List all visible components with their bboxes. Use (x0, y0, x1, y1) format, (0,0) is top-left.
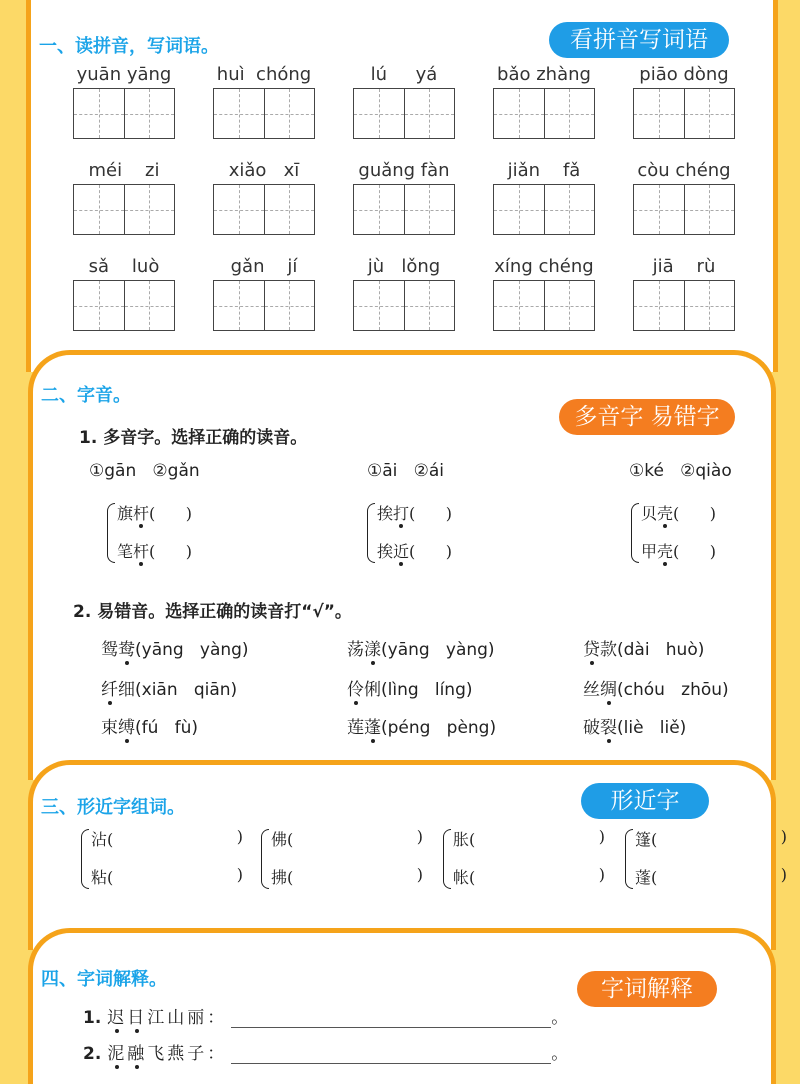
writing-boxes[interactable] (353, 184, 455, 235)
pinyin-item (213, 256, 315, 332)
similar-char-row[interactable] (635, 827, 795, 850)
similar-char-row[interactable] (271, 827, 431, 850)
char-with-paren: 帐( (453, 868, 476, 887)
char: 丝 (583, 680, 600, 700)
char-dotted: 近 (393, 542, 410, 561)
pinyin-item (73, 64, 175, 140)
writing-boxes[interactable] (493, 88, 595, 139)
option-pair-2: ①āi ②ái (367, 461, 444, 481)
writing-boxes[interactable] (213, 88, 315, 139)
char-with-paren: 粘( (91, 868, 114, 887)
pinyin-text: méi zi (88, 160, 160, 181)
pinyin-item (493, 64, 595, 140)
option-pair-1: ①gān ②gǎn (89, 461, 200, 481)
period: 。 (551, 1044, 569, 1064)
pinyin-text: gǎn jí (230, 256, 298, 277)
section1-badge: 看拼音写词语 (549, 22, 729, 58)
char: 裂 (600, 718, 617, 738)
char-with-paren: 拂( (271, 868, 294, 887)
pinyin-item (633, 160, 735, 236)
pinyin-text: guǎng fàn (358, 160, 450, 181)
polyphone-row[interactable] (377, 501, 452, 524)
pinyin-text: jiā rù (652, 256, 716, 277)
char: 鸯 (118, 640, 135, 660)
pinyin-item (353, 256, 455, 332)
writing-boxes[interactable] (73, 280, 175, 331)
answer-paren: ( ) (149, 504, 193, 523)
pinyin-choices: (péng pèng) (381, 718, 497, 738)
char: 伶 (347, 680, 364, 700)
section1-title: 一、读拼音，写词语。 (39, 36, 219, 57)
item-number: 1. (83, 1008, 102, 1028)
polyphone-row[interactable] (117, 539, 192, 562)
question-error-prone: 2. 易错音。选择正确的读音打“√”。 (73, 602, 352, 622)
char: 甲 (641, 542, 658, 561)
char-dotted: 泥 (107, 1044, 128, 1064)
section2-title: 二、字音。 (41, 385, 131, 406)
char: 绸 (600, 680, 617, 700)
writing-boxes[interactable] (633, 88, 735, 139)
char: 束 (101, 718, 118, 738)
char-with-paren: 篷( (635, 830, 658, 849)
pinyin-choices: (fú fù) (135, 718, 198, 738)
pinyin-item (353, 64, 455, 140)
char-dotted: 杆 (133, 504, 150, 523)
item-phrase (107, 1008, 227, 1028)
pinyin-text: huì chóng (216, 64, 312, 85)
brace (261, 829, 269, 889)
pinyin-item (73, 160, 175, 236)
char: 纤 (101, 680, 118, 700)
char-with-paren: 胀( (453, 830, 476, 849)
char-with-paren: 蓬( (635, 868, 658, 887)
answer-line[interactable] (231, 1044, 551, 1064)
writing-boxes[interactable] (213, 280, 315, 331)
question-polyphone: 1. 多音字。选择正确的读音。 (79, 428, 308, 448)
writing-boxes[interactable] (493, 184, 595, 235)
section4-title: 四、字词解释。 (41, 969, 167, 990)
phrase-rest: 飞燕子： (147, 1044, 228, 1064)
pinyin-text: sǎ luò (88, 256, 160, 277)
error-prone-word[interactable] (347, 713, 496, 738)
pinyin-choices: (xiān qiān) (135, 680, 238, 700)
explain-item (83, 1003, 568, 1028)
similar-char-row[interactable] (271, 865, 431, 888)
pinyin-text: xiǎo xī (228, 160, 300, 181)
error-prone-word[interactable] (583, 635, 704, 660)
similar-char-row[interactable] (91, 865, 251, 888)
pinyin-text: lú yá (370, 64, 438, 85)
phrase-rest: 江山丽： (147, 1008, 228, 1028)
pinyin-item (493, 160, 595, 236)
char: 旗 (117, 504, 134, 523)
pinyin-choices: (dài huò) (617, 640, 705, 660)
brace (443, 829, 451, 889)
pinyin-item (213, 64, 315, 140)
section3-badge: 形近字 (581, 783, 709, 819)
close-paren: ) (236, 865, 243, 884)
section2-card (28, 350, 776, 780)
pinyin-text: còu chéng (637, 160, 731, 181)
pinyin-text: jiǎn fǎ (507, 160, 581, 181)
pinyin-text: yuān yāng (76, 64, 172, 85)
section2-badge: 多音字 易错字 (559, 399, 735, 435)
section3-title: 三、形近字组词。 (41, 797, 185, 818)
char: 贝 (641, 504, 658, 523)
char: 款 (600, 640, 617, 660)
error-prone-word[interactable] (101, 635, 249, 660)
section4-card (28, 928, 776, 1084)
writing-boxes[interactable] (353, 280, 455, 331)
writing-boxes[interactable] (493, 280, 595, 331)
char: 荡 (347, 640, 364, 660)
answer-paren: ( ) (409, 504, 453, 523)
pinyin-item (213, 160, 315, 236)
polyphone-group (367, 501, 507, 565)
brace (625, 829, 633, 889)
writing-boxes[interactable] (633, 184, 735, 235)
similar-char-group (81, 827, 253, 891)
char: 贷 (583, 640, 600, 660)
answer-paren: ( ) (409, 542, 453, 561)
char: 缚 (118, 718, 135, 738)
section1-card (26, 0, 778, 372)
similar-char-group (261, 827, 433, 891)
similar-char-group (443, 827, 615, 891)
char-dotted: 迟 (107, 1008, 128, 1028)
pinyin-text: xíng chéng (494, 256, 594, 277)
pinyin-item (633, 256, 735, 332)
char: 破 (583, 718, 600, 738)
brace (81, 829, 89, 889)
error-prone-word[interactable] (347, 675, 473, 700)
brace (367, 503, 375, 563)
answer-line[interactable] (231, 1008, 551, 1028)
char-dotted: 壳 (657, 542, 674, 561)
char: 笔 (117, 542, 134, 561)
section3-card (28, 760, 787, 950)
pinyin-choices: (chóu zhōu) (617, 680, 729, 700)
char: 鸳 (101, 640, 118, 660)
char-dotted: 打 (393, 504, 410, 523)
writing-boxes[interactable] (633, 280, 735, 331)
polyphone-row[interactable] (117, 501, 192, 524)
error-prone-word[interactable] (101, 675, 237, 700)
close-paren: ) (236, 827, 243, 846)
close-paren: ) (598, 865, 605, 884)
similar-char-row[interactable] (453, 865, 613, 888)
error-prone-word[interactable] (347, 635, 495, 660)
section4-badge: 字词解释 (577, 971, 717, 1007)
char: 漾 (364, 640, 381, 660)
close-paren: ) (416, 827, 423, 846)
answer-paren: ( ) (673, 504, 717, 523)
char-dotted: 日 (127, 1008, 148, 1028)
error-prone-word[interactable] (583, 675, 729, 700)
close-paren: ) (416, 865, 423, 884)
answer-paren: ( ) (673, 542, 717, 561)
item-number: 2. (83, 1044, 102, 1064)
pinyin-choices: (lìng líng) (381, 680, 473, 700)
brace (107, 503, 115, 563)
polyphone-group (631, 501, 771, 565)
answer-paren: ( ) (149, 542, 193, 561)
pinyin-choices: (liè liě) (617, 718, 687, 738)
char: 莲 (347, 718, 364, 738)
brace (631, 503, 639, 563)
writing-boxes[interactable] (73, 184, 175, 235)
polyphone-row[interactable] (641, 501, 716, 524)
similar-char-group (625, 827, 797, 891)
pinyin-text: bǎo zhàng (497, 64, 591, 85)
pinyin-item (493, 256, 595, 332)
pinyin-text: jù lǒng (367, 256, 441, 277)
char: 俐 (364, 680, 381, 700)
pinyin-item (73, 256, 175, 332)
close-paren: ) (598, 827, 605, 846)
error-prone-word[interactable] (583, 713, 686, 738)
char: 蓬 (364, 718, 381, 738)
close-paren: ) (780, 827, 787, 846)
writing-boxes[interactable] (73, 88, 175, 139)
period: 。 (551, 1008, 569, 1028)
writing-boxes[interactable] (213, 184, 315, 235)
explain-item (83, 1039, 568, 1064)
item-phrase (107, 1044, 227, 1064)
polyphone-row[interactable] (641, 539, 716, 562)
similar-char-row[interactable] (91, 827, 251, 850)
char: 细 (118, 680, 135, 700)
similar-char-row[interactable] (453, 827, 613, 850)
pinyin-item (633, 64, 735, 140)
char-dotted: 融 (127, 1044, 148, 1064)
pinyin-choices: (yāng yàng) (381, 640, 495, 660)
char-dotted: 杆 (133, 542, 150, 561)
close-paren: ) (780, 865, 787, 884)
char-with-paren: 佛( (271, 830, 294, 849)
option-pair-3: ①ké ②qiào (629, 461, 732, 481)
pinyin-text: piāo dòng (639, 64, 729, 85)
char: 挨 (377, 542, 394, 561)
pinyin-item (353, 160, 455, 236)
pinyin-choices: (yāng yàng) (135, 640, 249, 660)
writing-boxes[interactable] (353, 88, 455, 139)
error-prone-word[interactable] (101, 713, 198, 738)
polyphone-row[interactable] (377, 539, 452, 562)
char-with-paren: 沾( (91, 830, 114, 849)
similar-char-row[interactable] (635, 865, 795, 888)
polyphone-group (107, 501, 247, 565)
char: 挨 (377, 504, 394, 523)
char-dotted: 壳 (657, 504, 674, 523)
